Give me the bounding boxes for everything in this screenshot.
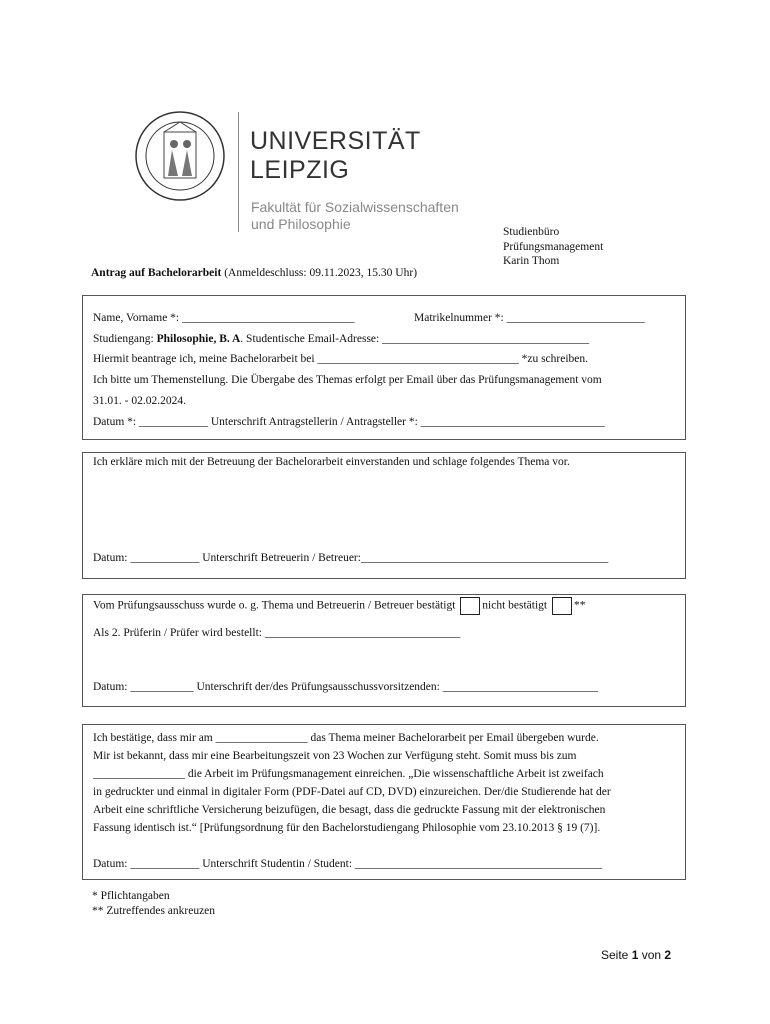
supervisor-declaration: Ich erkläre mich mit der Betreuung der Bachelorarbeit einverstanden und schlage folgendes Thema vor.: [93, 456, 570, 468]
confirmed-label: Vom Prüfungsausschuss wurde o. g. Thema und Betreuerin / Betreuer bestätigt: [93, 599, 456, 612]
second-examiner-field[interactable]: Als 2. Prüferin / Prüfer wird bestellt: __________________________________: [93, 627, 461, 639]
faculty-line2: und Philosophie: [251, 216, 351, 232]
page-current: 1: [631, 948, 639, 962]
confirmation-line3[interactable]: ________________ die Arbeit im Prüfungsmanagement einreichen. „Die wissenschaftliche Arbeit ist zweifach: [93, 768, 604, 780]
university-name-line1: UNIVERSITÄT: [250, 127, 421, 155]
applicant-signature-line[interactable]: Datum *: ____________ Unterschrift Antragstellerin / Antragsteller *: ________________________________: [93, 416, 605, 428]
committee-confirmation-line: [93, 597, 586, 615]
matrikel-field[interactable]: Matrikelnummer *: ________________________: [414, 312, 645, 324]
confirmation-line1[interactable]: Ich bestätige, dass mir am ________________ das Thema meiner Bachelorarbeit per Email übergeben wurde.: [93, 732, 599, 744]
student-confirmation-section: [82, 724, 686, 880]
not-confirmed-checkbox[interactable]: [552, 597, 572, 615]
address-block: [503, 225, 603, 269]
topic-request-line: Ich bitte um Themenstellung. Die Übergabe des Themas erfolgt per Email über das Prüfungsmanagement vom: [93, 374, 602, 386]
studiengang-value: Philosophie, B. A: [156, 333, 241, 345]
checkbox-footnote-mark: **: [574, 599, 586, 612]
supervisor-signature-line[interactable]: Datum: ____________ Unterschrift Betreuerin / Betreuer:___________________________________________: [93, 552, 609, 564]
confirmation-line5: Arbeit eine schriftliche Versicherung beizufügen, die besagt, dass die gedruckte Fassung mit der elektronischen: [93, 804, 606, 816]
topic-dates-line: 31.01. - 02.02.2024.: [93, 395, 186, 407]
form-title-deadline: (Anmeldeschluss: 09.11.2023, 15.30 Uhr): [221, 267, 418, 279]
page-number: [601, 948, 671, 962]
studiengang-line: [93, 333, 589, 345]
footnotes: [92, 889, 215, 919]
address-line1: Studienbüro: [503, 226, 560, 238]
committee-signature-line[interactable]: Datum: ___________ Unterschrift der/des Prüfungsausschussvorsitzenden: ___________________________: [93, 681, 598, 693]
footnote-required: * Pflichtangaben: [92, 890, 170, 902]
footnote-checkbox: ** Zutreffendes ankreuzen: [92, 905, 216, 917]
not-confirmed-label: nicht bestätigt: [482, 599, 548, 612]
supervisor-request-line[interactable]: Hiermit beantrage ich, meine Bachelorarbeit bei ___________________________________ *zu schreiben.: [93, 353, 589, 365]
confirmation-line2: Mir ist bekannt, dass mir eine Bearbeitungszeit von 23 Wochen zur Verfügung steht. Somit muss bis zum: [93, 750, 577, 762]
university-seal: [134, 110, 226, 202]
page-middle: von: [638, 948, 665, 962]
address-line2: Prüfungsmanagement: [503, 240, 604, 253]
form-title: [91, 267, 417, 279]
form-title-bold: Antrag auf Bachelorarbeit: [91, 267, 222, 279]
university-name-line2: LEIPZIG: [250, 156, 350, 184]
supervisor-section: [82, 452, 686, 579]
committee-section: [82, 594, 686, 707]
confirmation-line4: in gedruckter und einmal in digitaler Form (PDF-Datei auf CD, DVD) einzureichen. Der/die Studierende hat der: [93, 786, 611, 798]
page-prefix: Seite: [601, 948, 632, 962]
student-signature-line[interactable]: Datum: ____________ Unterschrift Studentin / Student: ___________________________________________: [93, 858, 603, 870]
confirmation-line6: Fassung identisch ist.“ [Prüfungsordnung für den Bachelorstudiengang Philosophie vom 23.10.2013 § 19 (7)].: [93, 822, 601, 834]
applicant-section: [82, 295, 686, 440]
name-field[interactable]: Name, Vorname *: ______________________________: [93, 312, 355, 324]
studiengang-label: Studiengang:: [93, 333, 157, 345]
page-total: 2: [664, 948, 672, 962]
email-field[interactable]: . Studentische Email-Adresse: ____________________________________: [240, 333, 590, 345]
logo-divider: [238, 112, 239, 232]
address-line3: Karin Thom: [503, 255, 560, 267]
faculty-line1: Fakultät für Sozialwissenschaften: [251, 199, 459, 215]
confirmed-checkbox[interactable]: [460, 597, 480, 615]
